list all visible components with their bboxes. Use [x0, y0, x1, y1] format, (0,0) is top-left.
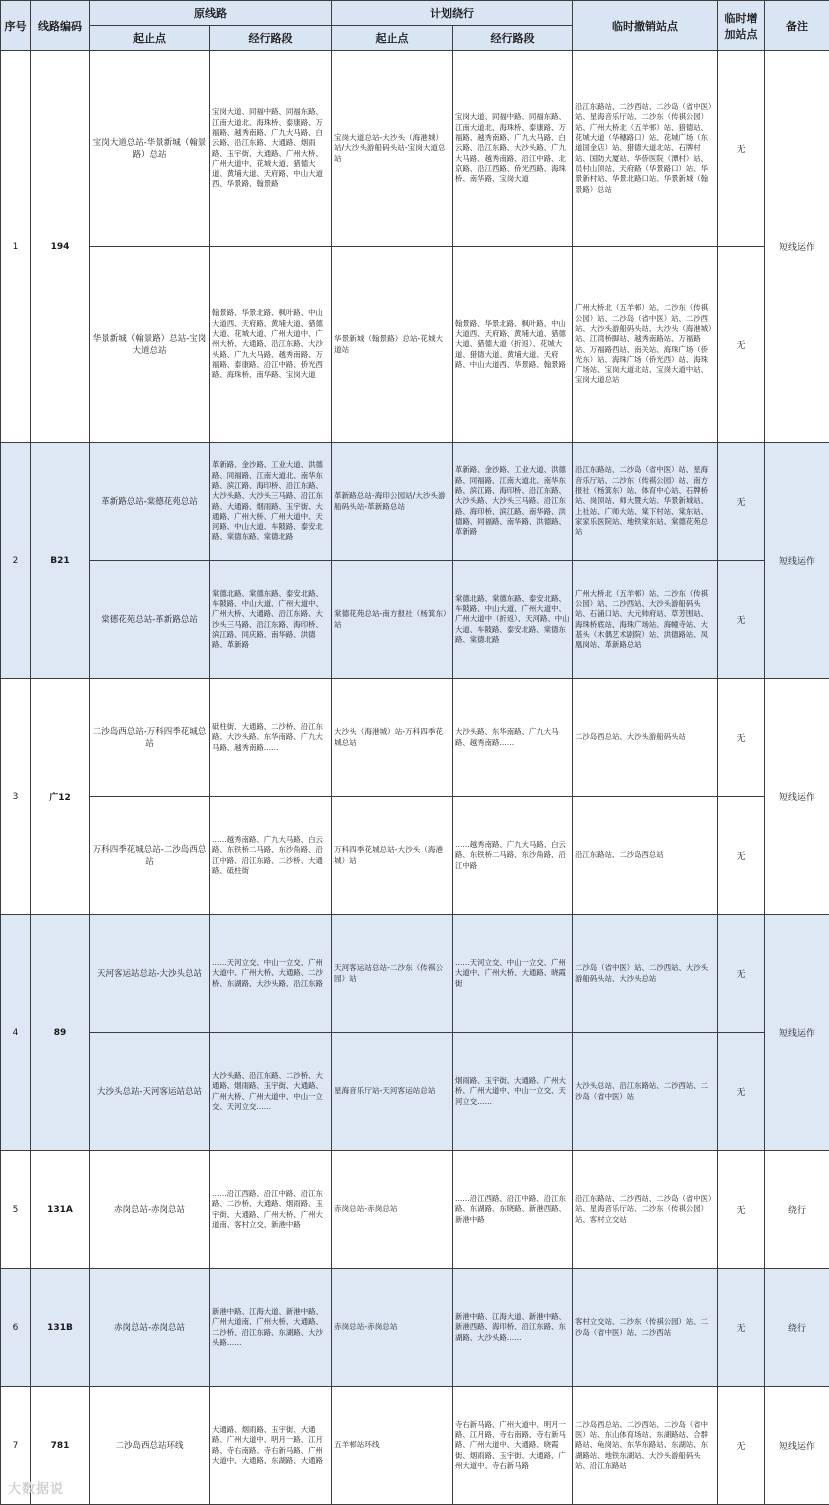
table-row — [1, 797, 829, 915]
code-cell: 131A — [31, 1151, 90, 1269]
orig-endpoints-cell: 华景新城（翰景路）总站-宝岗大道总站 — [90, 247, 210, 443]
plan-route-cell: 宝岗大道、同福中路、同福东路、江南大道北、海珠桥、泰康路、万福路、越秀南路、广九大马路、白云路、沿江东路、大沙头路、广九大马路、越秀南路、沿江中路、北京路、沿江西路、侨光西路、海珠桥、南华路、宝岗大道 — [453, 51, 573, 247]
remark-cell: 短线运作 — [765, 1387, 829, 1505]
plan-endpoints-cell: 五羊邨站环线 — [332, 1387, 453, 1505]
plan-endpoints-cell: 星海音乐厅站-天河客运站总站 — [332, 1033, 453, 1151]
orig-endpoints-cell: 大沙头总站-天河客运站总站 — [90, 1033, 210, 1151]
plan-route-cell: ……越秀南路、广九大马路、白云路、东铁桥二马路、东沙角路、沿江中路 — [453, 797, 573, 915]
add-stops-cell: 无 — [718, 679, 765, 797]
plan-endpoints-cell: 万科四季花城总站-大沙头（海港城）站 — [332, 797, 453, 915]
cancel-stops-cell: 沿江东路站、二沙岛（省中医）站、星海音乐厅站、二沙东（传祺公园）站、南方报社（杨箕东）站、体育中心站、石牌桥站、岗顶站、师大暨大站、华景新城站、上社站、广师大站、棠下村站、棠东站、家家乐医院站、地铁棠东站、棠德花苑总站 — [573, 443, 718, 561]
add-stops-cell: 无 — [718, 1033, 765, 1151]
orig-route-cell: 翰景路、华景北路、枫叶路、中山大道西、天府路、黄埔大道、猎德大道、花城大道、广州大道中、广州大桥、大通路、沿江东路、大沙头路、广九大马路、越秀南路、万福路、泰康路、沿江中路、侨光西路、海珠桥、南华路、宝岗大道 — [210, 247, 332, 443]
cancel-stops-cell: 二沙岛西总站、大沙头游船码头站 — [573, 679, 718, 797]
orig-endpoints-cell: 二沙岛西总站-万科四季花城总站 — [90, 679, 210, 797]
table-row — [1, 1151, 829, 1269]
remark-cell: 短线运作 — [765, 443, 829, 679]
plan-route-cell: ……沿江西路、沿江中路、沿江东路、东湖路、东晓路、新港西路、新港中路 — [453, 1151, 573, 1269]
cancel-stops-cell: 沿江东路站、二沙西站、二沙岛（省中医）站、星海音乐厅站、二沙东（传祺公园）站、客村立交站 — [573, 1151, 718, 1269]
plan-route-cell: ……天河立交、中山一立交、广州大道中、广州大桥、大通路、晓霞街 — [453, 915, 573, 1033]
table-row — [1, 1033, 829, 1151]
remark-cell: 绕行 — [765, 1269, 829, 1387]
orig-endpoints-cell: 赤岗总站-赤岗总站 — [90, 1151, 210, 1269]
add-stops-cell: 无 — [718, 51, 765, 247]
code-cell: 89 — [31, 915, 90, 1151]
plan-route-cell: 大沙头路、东华南路、广九大马路、越秀南路…… — [453, 679, 573, 797]
remark-cell: 绕行 — [765, 1151, 829, 1269]
cancel-header: 临时撤销站点 — [573, 1, 718, 51]
plan-endpoints-cell: 赤岗总站-赤岗总站 — [332, 1151, 453, 1269]
orig-route-cell: ……天河立交、中山一立交、广州大道中、广州大桥、大通路、二沙桥、东湖路、大沙头路、沿江东路 — [210, 915, 332, 1033]
add-stops-cell: 无 — [718, 443, 765, 561]
code-cell: 194 — [31, 51, 90, 443]
orig-endpoints-cell: 天河客运站总站-大沙头总站 — [90, 915, 210, 1033]
cancel-stops-cell: 二沙岛（省中医）站、二沙西站、大沙头游船码头站、大沙头总站 — [573, 915, 718, 1033]
orig-endpoints-cell: 赤岗总站-赤岗总站 — [90, 1269, 210, 1387]
cancel-stops-cell: 客村立交站、二沙东（传祺公园）站、二沙岛（省中医）站、二沙西站 — [573, 1269, 718, 1387]
table-row — [1, 561, 829, 679]
orig-route-cell: 新港中路、江海大道、新港中路、广州大道南、广州大桥、大通路、二沙桥、沿江东路、东湖路、大沙头路…… — [210, 1269, 332, 1387]
add-stops-cell: 无 — [718, 1151, 765, 1269]
cancel-stops-cell: 沿江东路站、二沙西站、二沙岛（省中医）站、星海音乐厅站、二沙东（传祺公园）站、广州大桥北（五羊邨）站、猎德站、花城大道（华穗路口）站、花城广场（东道国金店）站、猎德大道北站、石牌村站、国防大厦站、华侨医院（潭村）站、员村山顶站、天府路（华景路口）站、华景新村站、华景北路口站、华景新城（翰景路）总站 — [573, 51, 718, 247]
watermark: 大数据说 — [8, 1478, 64, 1497]
plan-endpoints-cell: 赤岗总站-赤岗总站 — [332, 1269, 453, 1387]
code-cell: 广12 — [31, 679, 90, 915]
orig-route-cell: ……沿江西路、沿江中路、沿江东路、二沙桥、大通路、烟雨路、玉宇街、大通路、广州大桥、广州大道南、客村立交、新港中路 — [210, 1151, 332, 1269]
seq-cell: 1 — [1, 51, 31, 443]
orig-endpoints-cell: 革新路总站-棠德花苑总站 — [90, 443, 210, 561]
add-stops-cell: 无 — [718, 1387, 765, 1505]
plan-endpoints-cell: 宝岗大道总站-大沙头（海港城）站/大沙头游船码头站-宝岗大道总站 — [332, 51, 453, 247]
orig-route-header: 经行路段 — [210, 26, 332, 51]
plan-route-cell: 烟雨路、玉宇街、大通路、广州大桥、广州大道中、中山一立交、天河立交…… — [453, 1033, 573, 1151]
code-cell: 131B — [31, 1269, 90, 1387]
cancel-stops-cell: 二沙岛西总站、二沙西站、二沙岛（省中医）站、东山体育场站、东湖路站、合群路站、龟岗站、东华东路站、东湖站、东湖路站、地铁东湖站、大沙头游船码头站、沿江东路站 — [573, 1387, 718, 1505]
plan-route-cell: 翰景路、华景北路、枫叶路、中山大道西、天府路、黄埔大道、猎德大道、猎德大道（折返）、花城大道、猎德大道、黄埔大道、天府路、中山大道西、华景路、翰景路 — [453, 247, 573, 443]
orig-endpoints-cell: 二沙岛西总站环线 — [90, 1387, 210, 1505]
plan-endpoints-cell: 天河客运站总站-二沙东（传祺公园）站 — [332, 915, 453, 1033]
plan-route-cell: 革新路、金沙路、工业大道、洪德路、同福路、江南大道北、南华东路、滨江路、海印桥、沿江东路、大沙头路、大沙头三马路、沿江东路、海印桥、滨江路、南华路、洪德路、同福路、南华路、洪德路、革新路 — [453, 443, 573, 561]
orig-header: 原线路 — [90, 1, 332, 26]
add-stops-cell: 无 — [718, 561, 765, 679]
orig-route-cell: 革新路、金沙路、工业大道、洪德路、同福路、江南大道北、南华东路、滨江路、海印桥、沿江东路、大沙头路、大沙头三马路、沿江东路、大通路、烟雨路、玉宇街、大通路、广州大桥、广州大道中、天河路、中山大道、车陂路、泰安北路、棠德东路、棠德北路 — [210, 443, 332, 561]
remark-header: 备注 — [765, 1, 829, 51]
table-row — [1, 1387, 829, 1505]
plan-route-cell: 棠德北路、棠德东路、泰安北路、车陂路、中山大道、广州大道中、广州大道中（折返）、天河路、中山大道、车陂路、泰安北路、棠德东路、棠德北路 — [453, 561, 573, 679]
orig-route-cell: 大沙头路、沿江东路、二沙桥、大通路、烟雨路、玉宇街、大通路、广州大桥、广州大道中、中山一立交、天河立交…… — [210, 1033, 332, 1151]
orig-route-cell: ……越秀南路、广九大马路、白云路、东铁桥二马路、东沙角路、沿江中路、沿江东路、二沙桥、大通路、砥柱街 — [210, 797, 332, 915]
remark-cell: 短线运作 — [765, 915, 829, 1151]
add-stops-cell: 无 — [718, 797, 765, 915]
orig-route-cell: 砥柱街、大通路、二沙桥、沿江东路、大沙头路、东华南路、广九大马路、越秀南路…… — [210, 679, 332, 797]
plan-endpoints-cell: 大沙头（海港城）站-万科四季花城总站 — [332, 679, 453, 797]
table-row — [1, 1269, 829, 1387]
seq-cell: 3 — [1, 679, 31, 915]
add-header: 临时增加站点 — [718, 1, 765, 51]
code-header: 线路编码 — [31, 1, 90, 51]
code-cell: 781 — [31, 1387, 90, 1505]
orig-endpoints-cell: 棠德花苑总站-革新路总站 — [90, 561, 210, 679]
add-stops-cell: 无 — [718, 247, 765, 443]
seq-cell: 4 — [1, 915, 31, 1151]
plan-endpoints-header: 起止点 — [332, 26, 453, 51]
remark-cell: 短线运作 — [765, 679, 829, 915]
orig-route-cell: 棠德北路、棠德东路、泰安北路、车陂路、中山大道、广州大道中、广州大桥、大通路、沿江东路、大沙头三马路、沿江东路、海印桥、滨江路、同庆路、南华路、洪德路、革新路 — [210, 561, 332, 679]
plan-route-header: 经行路段 — [453, 26, 573, 51]
orig-endpoints-header: 起止点 — [90, 26, 210, 51]
table-row — [1, 247, 829, 443]
add-stops-cell: 无 — [718, 1269, 765, 1387]
cancel-stops-cell: 沿江东路站、二沙岛西总站 — [573, 797, 718, 915]
seq-cell: 6 — [1, 1269, 31, 1387]
add-stops-cell: 无 — [718, 915, 765, 1033]
seq-cell: 5 — [1, 1151, 31, 1269]
orig-route-cell: 宝岗大道、同福中路、同福东路、江南大道北、海珠桥、泰康路、万福路、越秀南路、广九大马路、白云路、沿江东路、大通路、烟雨路、玉宇街、大通路、广州大桥、广州大道中、花城大道、猎德大道、黄埔大道、天府路、中山大道西、华景路、翰景路 — [210, 51, 332, 247]
table-row — [1, 443, 829, 561]
seq-cell: 2 — [1, 443, 31, 679]
seq-header: 序号 — [1, 1, 31, 51]
cancel-stops-cell: 广州大桥北（五羊邨）站、二沙东（传祺公园）站、二沙西站、大沙头游船码头站、石涌口站、大元帅府站、草芳围站、海珠桥底站、海珠广场站、海幢寺站、大基头（木偶艺术剧院）站、洪德路站、凤凰岗站、革新路总站 — [573, 561, 718, 679]
orig-endpoints-cell: 万科四季花城总站-二沙岛西总站 — [90, 797, 210, 915]
plan-endpoints-cell: 革新路总站-海印公园站/大沙头游船码头站-革新路总站 — [332, 443, 453, 561]
table-row — [1, 51, 829, 247]
cancel-stops-cell: 广州大桥北（五羊邨）站、二沙东（传祺公园）站、二沙岛（省中医）站、二沙西站、大沙头游船码头站、大沙头（海港城）站、江湾桥脚站、越秀南路站、万福路站、万福路西站、南关站、海珠广场（侨光东）站、海珠广场（侨光西）站、海珠广场站、宝岗大道北站、宝岗大道中站、宝岗大道总站 — [573, 247, 718, 443]
plan-route-cell: 寺右新马路、广州大道中、明月一路、江月路、寺右南路、寺右新马路、广州大道中、大通路、晓霞街、烟雨路、玉宇街、大通路、广州大道中、寺右新马路 — [453, 1387, 573, 1505]
plan-endpoints-cell: 棠德花苑总站-南方报社（杨箕东）站 — [332, 561, 453, 679]
seq-cell: 7 — [1, 1387, 31, 1505]
table-row — [1, 915, 829, 1033]
code-cell: B21 — [31, 443, 90, 679]
remark-cell: 短线运作 — [765, 51, 829, 443]
orig-endpoints-cell: 宝岗大道总站-华景新城（翰景路）总站 — [90, 51, 210, 247]
table-row — [1, 679, 829, 797]
cancel-stops-cell: 大沙头总站、沿江东路站、二沙西站、二沙岛（省中医）站 — [573, 1033, 718, 1151]
orig-route-cell: 大通路、烟雨路、玉宇街、大通路、广州大道中、明月一路、江月路、寺右南路、寺右新马路、广州大道中、大通路、东湖路、大通路 — [210, 1387, 332, 1505]
plan-endpoints-cell: 华景新城（翰景路）总站-花城大道站 — [332, 247, 453, 443]
header-row-1 — [1, 1, 829, 26]
plan-header: 计划绕行 — [332, 1, 573, 26]
plan-route-cell: 新港中路、江海大道、新港中路、新港西路、海印桥、沿江东路、东湖路、大沙头路…… — [453, 1269, 573, 1387]
